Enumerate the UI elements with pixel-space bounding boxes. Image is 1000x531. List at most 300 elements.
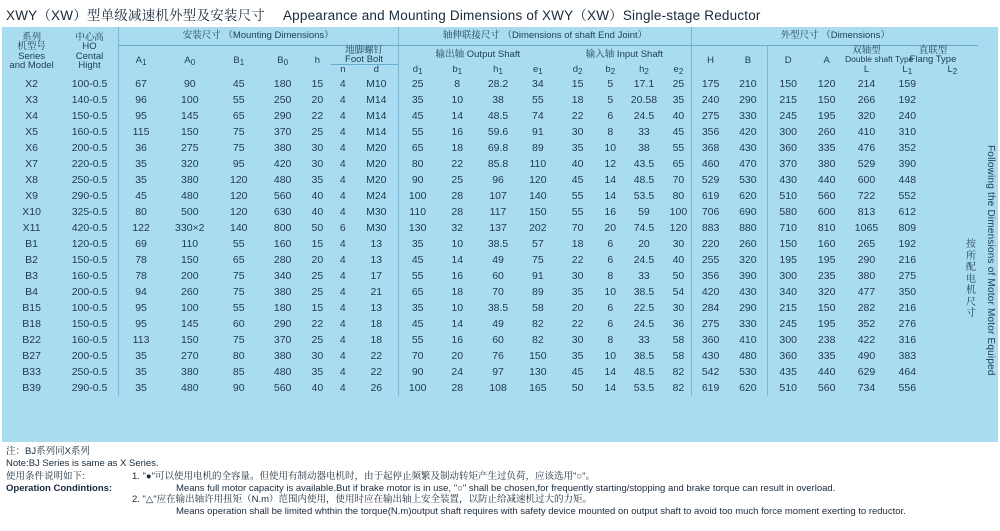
table-cell: 70 — [571, 222, 584, 234]
table-cell: 113 — [118, 332, 163, 348]
dimension-table — [2, 27, 978, 396]
table-cell: 38.5 — [633, 286, 655, 298]
table-cell: 35 — [311, 174, 324, 186]
table-cell: 370 — [768, 156, 809, 172]
table-cell: 55 — [672, 142, 685, 154]
table-cell: 195 — [817, 254, 836, 266]
table-cell: 15 — [311, 78, 324, 90]
table-cell: 4 — [339, 126, 346, 138]
table-cell: 65 — [398, 140, 437, 156]
table-cell: 25 — [672, 78, 685, 90]
center-en3: Hight — [78, 60, 101, 71]
table-cell: 552 — [898, 190, 917, 202]
table-cell: 290 — [739, 302, 757, 314]
table-cell: 58 — [672, 334, 685, 346]
condition-1-en: Means full motor capacity is available.But if brake motor is in use, "○" shall be chosen,for frequently starting/stopping and brake torque can result in overload. — [176, 482, 836, 494]
table-cell: 95 — [118, 300, 163, 316]
table-cell: 22 — [451, 158, 464, 170]
table-cell: 35 — [118, 380, 163, 396]
col-B1: $B_1$ — [233, 54, 245, 67]
table-cell: 82 — [672, 382, 685, 394]
notes-section — [6, 446, 996, 517]
table-cell-empty — [927, 380, 978, 396]
table-cell: 55 — [398, 124, 437, 140]
table-cell: B15 — [22, 302, 41, 314]
table-cell: 710 — [768, 220, 809, 236]
table-cell: 22 — [571, 110, 584, 122]
table-cell: 14 — [604, 174, 617, 186]
table-cell: 380 — [181, 174, 199, 186]
table-cell: B3 — [25, 270, 39, 282]
table-cell: 20 — [311, 94, 324, 106]
table-cell: 36 — [672, 318, 685, 330]
table-cell: 280 — [273, 254, 292, 266]
table-cell: 74 — [531, 110, 544, 122]
table-cell: 150 — [181, 126, 199, 138]
side-note-zh: 按所配电机尺寸 — [966, 239, 976, 319]
table-cell: 195 — [817, 318, 836, 330]
table-cell: 13 — [370, 254, 383, 266]
table-cell: 320 — [817, 286, 836, 298]
table-row — [2, 108, 978, 124]
table-cell: 160 — [273, 238, 292, 250]
table-cell: 880 — [739, 222, 757, 234]
table-cell: 200-0.5 — [71, 142, 108, 154]
table-cell: 255 — [692, 252, 729, 268]
table-cell: 35 — [118, 172, 163, 188]
table-cell: 60 — [232, 318, 245, 330]
table-cell: 530 — [739, 174, 757, 186]
table-cell: 30 — [571, 270, 584, 282]
note-en: Note:BJ Series is same as X Series. — [6, 457, 159, 469]
table-cell: M20 — [366, 158, 387, 170]
table-cell: 55 — [571, 190, 584, 202]
table-cell: 15 — [311, 302, 324, 314]
table-cell-empty — [927, 156, 978, 172]
table-cell: 45 — [672, 126, 685, 138]
table-cell-empty — [927, 76, 978, 92]
table-cell: 150-0.5 — [71, 254, 108, 266]
table-cell: 100 — [669, 206, 688, 218]
table-cell: 734 — [857, 382, 876, 394]
table-cell: 45 — [398, 316, 437, 332]
table-cell: 30 — [672, 302, 685, 314]
table-cell: 21 — [370, 286, 383, 298]
table-cell: 35 — [118, 156, 163, 172]
table-cell: 20 — [451, 350, 464, 362]
table-cell-empty — [927, 140, 978, 156]
table-cell: 20 — [638, 238, 650, 250]
table-cell: 45 — [232, 78, 245, 90]
table-cell: 18 — [451, 142, 464, 154]
table-cell: 4 — [339, 382, 346, 394]
table-cell: 160-0.5 — [71, 270, 108, 282]
table-cell: 612 — [898, 206, 917, 218]
table-cell: X11 — [22, 222, 41, 234]
table-cell: 78 — [118, 252, 163, 268]
table-cell: 35 — [672, 94, 685, 106]
table-cell: 6 — [607, 254, 614, 266]
table-cell: 150-0.5 — [71, 318, 108, 330]
center-en2: Cental — [75, 50, 104, 62]
table-cell: 20 — [604, 222, 617, 234]
note-zh: 注：BJ系列同X系列 — [6, 446, 90, 457]
table-cell: 330 — [739, 318, 757, 330]
table-cell-empty — [927, 204, 978, 220]
table-cell: 45 — [118, 188, 163, 204]
table-cell: 75 — [232, 286, 245, 298]
table-cell: 25 — [398, 76, 437, 92]
table-row — [2, 236, 978, 252]
table-cell: 380 — [181, 366, 199, 378]
table-cell: 10 — [604, 142, 617, 154]
table-cell: 97 — [492, 366, 504, 378]
table-cell: 120 — [230, 190, 248, 202]
table-cell: 260 — [739, 238, 757, 250]
table-cell: 480 — [181, 382, 199, 394]
table-cell: 235 — [817, 270, 836, 282]
col-B: B — [744, 54, 752, 66]
table-cell: 130 — [398, 220, 437, 236]
table-cell: 80 — [118, 204, 163, 220]
col-D: D — [768, 45, 809, 76]
table-cell: 4 — [339, 318, 346, 330]
table-cell: 22 — [571, 254, 584, 266]
table-cell-empty — [927, 188, 978, 204]
flang-en: Flang Type — [909, 53, 957, 65]
table-cell: 275 — [692, 316, 729, 332]
table-cell: 25 — [311, 334, 324, 346]
table-cell: 619 — [692, 380, 729, 396]
table-cell: 140-0.5 — [71, 94, 108, 106]
col-L: L — [863, 64, 870, 75]
table-cell: 10 — [604, 350, 617, 362]
table-cell: 55 — [232, 94, 245, 106]
table-cell: 195 — [768, 252, 809, 268]
table-cell: 100 — [398, 380, 437, 396]
col-e1: $e_1$ — [532, 64, 543, 76]
table-cell: 24 — [451, 366, 464, 378]
table-cell: 14 — [451, 110, 464, 122]
table-cell: 38.5 — [487, 302, 509, 314]
table-cell: 6 — [607, 318, 614, 330]
table-cell: 360 — [692, 332, 729, 348]
table-cell: 542 — [692, 364, 729, 380]
table-cell: 38 — [492, 94, 504, 106]
table-cell: 340 — [273, 270, 292, 282]
mounting-group-header: 安装尺寸 （Mounting Dimensions） — [118, 27, 398, 45]
table-cell: 95 — [118, 316, 163, 332]
table-cell: 50 — [311, 222, 324, 234]
table-cell: 96 — [118, 92, 163, 108]
table-cell: 110 — [181, 238, 199, 250]
table-row — [2, 92, 978, 108]
table-cell: 15 — [311, 238, 324, 250]
table-cell: 20 — [571, 302, 584, 314]
table-cell: 75 — [232, 334, 245, 346]
table-cell: 300 — [768, 268, 809, 284]
table-cell: 18 — [370, 334, 383, 346]
table-row — [2, 284, 978, 300]
table-cell: 250-0.5 — [71, 366, 108, 378]
table-cell: 90 — [232, 382, 245, 394]
table-cell: 290-0.5 — [71, 190, 108, 202]
table-cell: 82 — [531, 318, 544, 330]
table-cell: 96 — [492, 174, 504, 186]
table-cell: 192 — [898, 238, 917, 250]
table-cell: 94 — [118, 284, 163, 300]
col-L2: $L_2$ — [947, 64, 958, 76]
table-cell: 20.58 — [630, 94, 658, 106]
table-row — [2, 380, 978, 396]
table-cell: 50 — [672, 270, 685, 282]
table-cell: 40 — [672, 110, 685, 122]
table-cell: 67 — [118, 76, 163, 92]
table-cell: 150 — [768, 76, 809, 92]
table-cell: 33 — [638, 126, 650, 138]
table-cell: 490 — [857, 350, 876, 362]
table-cell: 89 — [531, 142, 544, 154]
table-cell: 390 — [739, 270, 757, 282]
table-cell: 435 — [768, 364, 809, 380]
table-cell: 380 — [857, 270, 876, 282]
col-n: n — [340, 64, 346, 76]
table-cell: 120 — [230, 174, 248, 186]
table-cell: 464 — [898, 366, 917, 378]
table-cell: 380 — [273, 142, 292, 154]
table-cell: 510 — [768, 380, 809, 396]
table-cell: 420 — [273, 158, 292, 170]
series-en1: Series — [18, 50, 46, 62]
table-cell: 250-0.5 — [71, 174, 108, 186]
table-cell: 4 — [339, 286, 346, 298]
table-cell: 35 — [118, 348, 163, 364]
table-cell: 40 — [311, 190, 324, 202]
table-cell: 4 — [339, 334, 346, 346]
table-cell: 722 — [857, 190, 876, 202]
table-cell: 480 — [273, 366, 292, 378]
table-cell: 580 — [768, 204, 809, 220]
table-cell: 275 — [181, 142, 199, 154]
table-row — [2, 268, 978, 284]
table-row — [2, 204, 978, 220]
table-cell: 4 — [339, 270, 346, 282]
table-cell: 137 — [489, 222, 507, 234]
table-cell: 240 — [898, 110, 917, 122]
table-cell: 330 — [739, 110, 757, 122]
table-cell: 122 — [118, 220, 163, 236]
table-cell: 145 — [181, 110, 199, 122]
table-cell: 35 — [311, 366, 324, 378]
foot-bolt-header — [331, 45, 398, 64]
table-cell: 370 — [273, 334, 292, 346]
table-cell: 430 — [768, 172, 809, 188]
table-cell: 59.6 — [487, 126, 509, 138]
table-cell: 160 — [817, 238, 836, 250]
table-cell: 150-0.5 — [71, 110, 108, 122]
flang-zh: 直联型 — [918, 44, 948, 56]
table-cell: 260 — [181, 286, 199, 298]
table-cell: B27 — [22, 350, 41, 362]
table-cell: 159 — [898, 78, 917, 90]
table-cell: 380 — [817, 158, 836, 170]
table-cell: 80 — [398, 156, 437, 172]
table-cell: 110 — [529, 158, 547, 170]
table-cell: 48.5 — [487, 110, 509, 122]
table-cell: 290 — [857, 254, 876, 266]
table-cell: 320 — [857, 110, 876, 122]
table-cell: 65 — [232, 110, 245, 122]
table-cell: 120 — [669, 222, 688, 234]
table-cell: 110 — [398, 204, 437, 220]
table-cell-empty — [927, 220, 978, 236]
table-row — [2, 316, 978, 332]
table-cell: 16 — [604, 206, 617, 218]
table-cell: 55 — [531, 94, 544, 106]
table-cell: 35 — [571, 286, 584, 298]
table-cell: 620 — [739, 190, 757, 202]
table-row — [2, 364, 978, 380]
table-cell: 120 — [529, 174, 547, 186]
table-cell: 360 — [768, 348, 809, 364]
table-cell: 800 — [273, 222, 292, 234]
table-cell: 117 — [489, 206, 507, 218]
table-cell: 250 — [273, 94, 292, 106]
table-cell: 14 — [604, 190, 617, 202]
table-cell: 16 — [451, 126, 464, 138]
table-cell: 78 — [118, 268, 163, 284]
table-cell: 300 — [768, 124, 809, 140]
table-cell: 480 — [273, 174, 292, 186]
table-cell: 10 — [604, 286, 617, 298]
table-cell: 883 — [692, 220, 729, 236]
table-cell: 335 — [817, 350, 836, 362]
table-cell: 95 — [118, 108, 163, 124]
table-cell: 14 — [604, 366, 617, 378]
table-cell: 556 — [898, 382, 917, 394]
table-cell: 40 — [311, 206, 324, 218]
table-cell: 69 — [118, 236, 163, 252]
table-cell: 4 — [339, 110, 346, 122]
table-cell: 55 — [571, 206, 584, 218]
table-cell: 25 — [451, 174, 464, 186]
table-cell: 150 — [181, 334, 199, 346]
table-cell: 266 — [857, 94, 876, 106]
table-cell: 150 — [529, 206, 547, 218]
table-cell: 60 — [492, 334, 504, 346]
table-cell: 1065 — [854, 222, 879, 234]
table-cell: 440 — [817, 366, 836, 378]
table-cell: 140 — [230, 222, 248, 234]
table-cell: 17 — [370, 270, 383, 282]
conditions-en: Operation Condintions: — [6, 482, 113, 494]
table-cell: 75 — [232, 126, 245, 138]
table-cell: 76 — [492, 350, 504, 362]
table-cell: 16 — [451, 334, 464, 346]
table-row — [2, 140, 978, 156]
table-cell: 202 — [529, 222, 547, 234]
table-cell: M24 — [366, 190, 387, 202]
series-header — [2, 27, 61, 76]
table-cell: M30 — [366, 206, 387, 218]
output-shaft-header: 输出轴 Output Shaft — [398, 45, 557, 64]
table-cell: 448 — [898, 174, 917, 186]
table-cell: 8 — [607, 334, 614, 346]
title-en: Appearance and Mounting Dimensions of XWY（XW）Single-stage Reductor — [282, 8, 761, 23]
table-cell: 100 — [181, 302, 199, 314]
table-cell: B1 — [25, 238, 39, 250]
table-cell: 89 — [531, 286, 544, 298]
table-cell: 75 — [232, 142, 245, 154]
table-cell: 24.5 — [633, 110, 655, 122]
table-cell: 100-0.5 — [71, 78, 108, 90]
table-cell: 25 — [311, 126, 324, 138]
condition-2-en: Means operation shall be limited whthin the torque(N.m)output shaft requires with safety device mounted on output shaft to avoid too much force moment exerting to reductor. — [176, 505, 906, 517]
table-cell: 25 — [311, 270, 324, 282]
table-cell: 410 — [857, 126, 876, 138]
table-cell: 22 — [311, 110, 324, 122]
col-b1: $b_1$ — [452, 64, 463, 76]
table-cell: 420-0.5 — [71, 222, 108, 234]
table-cell: 150 — [768, 236, 809, 252]
condition-1-zh: 1. "●"可以使用电机的全容量。但使用有制动器电机时，由于起停止频繁及制动转矩产生过负荷，应该选用"○"。 — [132, 471, 596, 482]
table-cell: 5 — [607, 94, 614, 106]
table-cell: 300 — [768, 332, 809, 348]
table-cell: 270 — [181, 350, 199, 362]
table-cell: 60 — [492, 270, 504, 282]
table-cell: 320 — [739, 254, 757, 266]
table-cell: 4 — [339, 158, 346, 170]
table-cell: 145 — [181, 318, 199, 330]
table-cell: 30 — [311, 158, 324, 170]
conditions-zh: 使用条件说明如下: — [6, 471, 85, 482]
double-en: Double shaft Type — [845, 53, 914, 64]
table-cell: 33 — [638, 334, 650, 346]
table-cell: 30 — [311, 142, 324, 154]
table-cell: 480 — [181, 190, 199, 202]
table-cell: M20 — [366, 142, 387, 154]
table-cell: 40 — [672, 254, 685, 266]
table-cell: 38 — [638, 142, 650, 154]
table-cell: 32 — [451, 222, 464, 234]
table-cell: 14 — [451, 318, 464, 330]
table-cell: 107 — [489, 190, 507, 202]
table-cell: 22 — [370, 366, 383, 378]
table-cell: 5 — [607, 78, 614, 90]
table-cell: 70 — [672, 174, 685, 186]
table-cell: 600 — [857, 174, 876, 186]
table-cell: X10 — [22, 206, 41, 218]
table-cell: 35 — [398, 236, 437, 252]
table-row — [2, 300, 978, 316]
table-cell: B39 — [22, 382, 41, 394]
table-cell: 265 — [857, 238, 876, 250]
col-A: A — [823, 54, 830, 66]
table-cell: 380 — [273, 350, 292, 362]
table-cell: 65 — [232, 254, 245, 266]
table-row — [2, 348, 978, 364]
table-cell: 55 — [232, 238, 245, 250]
center-height-header — [61, 27, 118, 76]
table-cell: 120 — [817, 78, 836, 90]
table-cell: 55 — [232, 302, 245, 314]
table-cell: 30 — [571, 126, 584, 138]
table-row — [2, 188, 978, 204]
table-cell: 6 — [339, 222, 346, 234]
table-cell: 18 — [370, 318, 383, 330]
table-cell: 630 — [273, 206, 292, 218]
table-cell: 65 — [672, 158, 685, 170]
